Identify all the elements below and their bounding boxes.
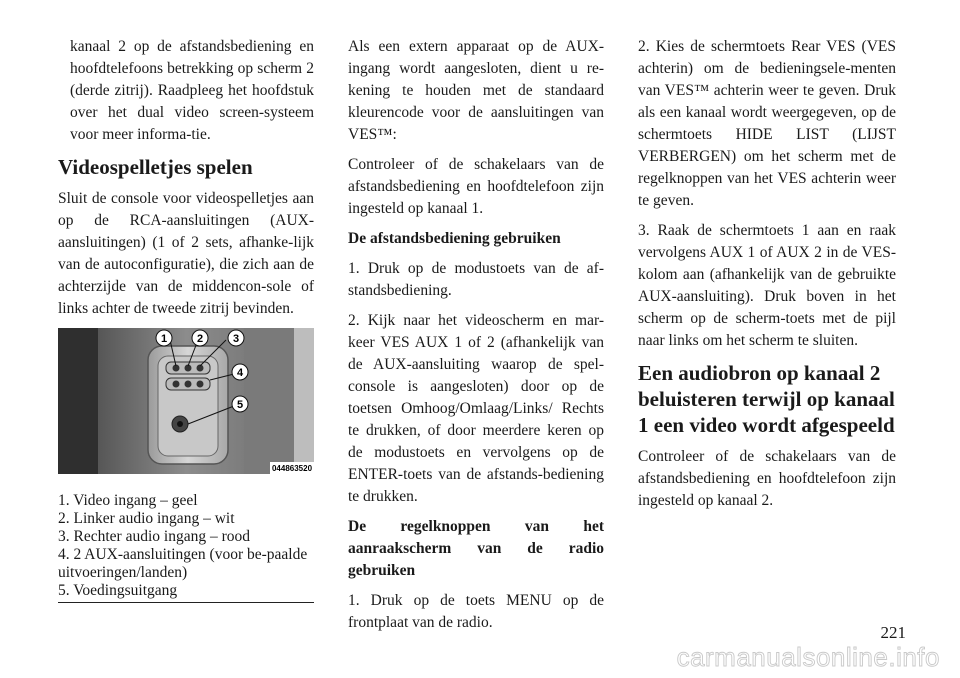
callout-1 — [156, 330, 172, 346]
aux-jacks-figure — [58, 328, 314, 474]
svg-text:5: 5 — [236, 399, 244, 411]
intro-paragraph: kanaal 2 op de afstandsbediening en hoofdtelefoons betrekking op scherm 2 (derde zitrij). Raadpleeg het hoofdstuk over het dual video screen-systeem voor meer informa-tie. — [70, 38, 314, 143]
aux-color-paragraph: Als een extern apparaat op de AUX-ingang wordt aangesloten, dient u re-kening te houden met de standaard kleurencode voor de aansluitingen van VES™: — [348, 38, 604, 143]
videogames-paragraph: Sluit de console voor videospelletjes aan op de RCA-aansluitingen (AUX-aansluitingen) (1 of 2 sets, afhanke-lijk van de autoconfiguratie), die zich aan de achterzijde van de middencon-sole of links achter de tweede zitrij bevinden. — [58, 190, 314, 317]
subheading-remote: De afstandsbediening gebruiken — [348, 230, 561, 247]
caption-item-3: 3. Rechter audio ingang – rood — [58, 528, 250, 545]
svg-text:2: 2 — [196, 333, 204, 345]
section-heading-videogames: Videospelletjes spelen — [58, 155, 253, 179]
svg-text:1: 1 — [160, 333, 168, 345]
page-number: 221 — [880, 623, 906, 642]
caption-item-4: 4. 2 AUX-aansluitingen (voor be-paalde uitvoeringen/landen) — [58, 546, 308, 581]
watermark-logo — [630, 642, 950, 674]
svg-text:3: 3 — [232, 333, 240, 345]
aux-jacks-illustration — [58, 328, 314, 474]
caption-item-2: 2. Linker audio ingang – wit — [58, 510, 235, 527]
column-middle — [348, 36, 604, 642]
remote-step-2: 2. Kijk naar het videoscherm en mar-keer VES AUX 1 of 2 (afhankelijk van de AUX-aansluiting waarop de spel-console is aangesloten) door op de toetsen Omhoog/Omlaag/Links/ Rechts te drukken, of door meerdere keren op de modustoets en vervolgens op de ENTER-toets van de afstands-bediening te drukken. — [348, 312, 604, 505]
svg-text:carmanualsonline.info: carmanualsonline.info — [676, 642, 940, 672]
callout-2 — [192, 330, 208, 346]
remote-step-1: 1. Druk op de modustoets van de af-standsbediening. — [348, 260, 604, 299]
column-right — [638, 36, 896, 520]
section-heading-audio-channel2: Een audiobron op kanaal 2 beluisteren terwijl op kanaal 1 een video wordt afgespeeld — [638, 361, 895, 437]
caption-item-1: 1. Video ingang – geel — [58, 492, 198, 509]
touchscreen-step-3: 3. Raak de schermtoets 1 aan en raak vervolgens AUX 1 of AUX 2 in de VES-kolom aan (afhankelijk van de gebruikte AUX-aansluiting). Druk boven in het scherm op de scherm-toets met de pijl naar links om het scherm te sluiten. — [638, 222, 896, 349]
touchscreen-step-1: 1. Druk op de toets MENU op de frontplaat van de radio. — [348, 592, 604, 631]
channel1-paragraph: Controleer of de schakelaars van de afstandsbediening en hoofdtelefoon zijn ingesteld op kanaal 1. — [348, 156, 604, 217]
svg-text:4: 4 — [236, 367, 244, 379]
column-left — [58, 36, 314, 603]
figure-caption — [58, 492, 314, 603]
subheading-touchscreen: De regelknoppen van het aanraakscherm van de radio gebruiken — [348, 518, 604, 579]
image-code: 044863520 — [271, 464, 313, 473]
callout-5 — [232, 396, 248, 412]
caption-item-5: 5. Voedingsuitgang — [58, 582, 178, 599]
callout-3 — [228, 330, 244, 346]
channel2-paragraph: Controleer of de schakelaars van de afstandsbediening en hoofdtelefoon zijn ingesteld op kanaal 2. — [638, 448, 896, 509]
callout-4 — [232, 364, 248, 380]
touchscreen-step-2: 2. Kies de schermtoets Rear VES (VES achterin) om de bedieningsele-menten van VES™ achterin weer te geven. Druk als een kanaal wordt weergegeven, op de schermtoets HIDE LIST (LIJST VERBERGEN) om het scherm met de regelknoppen van het VES achterin weer te geven. — [638, 38, 896, 209]
